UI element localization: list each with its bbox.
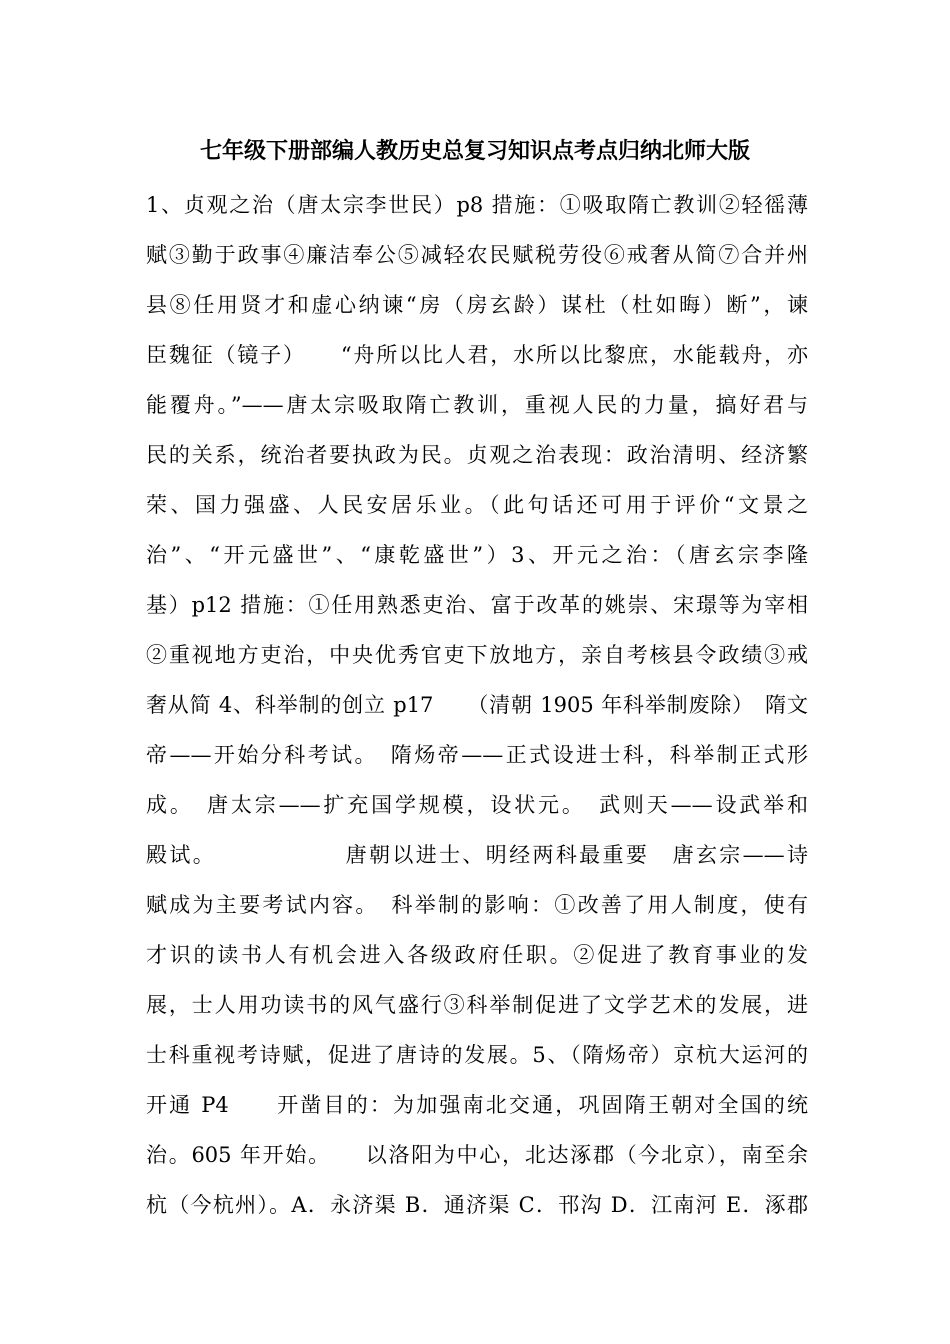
body-line: 县⑧任用贤才和虚心纳谏“房（房玄龄）谋杜（杜如晦）断”，谏 bbox=[146, 293, 808, 317]
body-line: 臣魏征（镜子） “舟所以比人君，水所以比黎庶，水能载舟，亦 bbox=[146, 343, 808, 367]
document-title: 七年级下册部编人教历史总复习知识点考点归纳北师大版 bbox=[199, 139, 750, 164]
body-line: 帝——开始分科考试。 隋炀帝——正式设进士科，科举制正式形 bbox=[146, 743, 808, 767]
body-line: 成。 唐太宗——扩充国学规模，设状元。 武则天——设武举和 bbox=[146, 793, 808, 817]
body-line: 奢从简 4、科举制的创立 p17 （清朝 1905 年科举制废除） 隋文 bbox=[146, 693, 808, 717]
body-line: ②重视地方吏治，中央优秀官吏下放地方，亲自考核县令政绩③戒 bbox=[146, 643, 808, 667]
body-line: 能覆舟。”——唐太宗吸取隋亡教训，重视人民的力量，搞好君与 bbox=[146, 393, 808, 417]
body-line: 展，士人用功读书的风气盛行③科举制促进了文学艺术的发展，进 bbox=[146, 993, 808, 1017]
body-line: 治。605 年开始。 以洛阳为中心，北达涿郡（今北京），南至余 bbox=[146, 1143, 808, 1167]
body-line: 1、贞观之治（唐太宗李世民）p8 措施：①吸取隋亡教训②轻徭薄 bbox=[146, 193, 808, 217]
body-line: 民的关系，统治者要执政为民。贞观之治表现：政治清明、经济繁 bbox=[146, 443, 808, 467]
body-line: 才识的读书人有机会进入各级政府任职。②促进了教育事业的发 bbox=[146, 943, 808, 967]
body-line: 士科重视考诗赋，促进了唐诗的发展。5、（隋炀帝）京杭大运河的 bbox=[146, 1043, 808, 1067]
body-line: 赋成为主要考试内容。 科举制的影响：①改善了用人制度，使有 bbox=[146, 893, 808, 917]
body-line: 赋③勤于政事④廉洁奉公⑤减轻农民赋税劳役⑥戒奢从简⑦合并州 bbox=[146, 243, 808, 267]
body-line: 杭（今杭州）。A．永济渠 B．通济渠 C．邗沟 D．江南河 E．涿郡 bbox=[146, 1193, 808, 1217]
body-line: 治”、“开元盛世”、“康乾盛世”）3、开元之治：（唐玄宗李隆 bbox=[146, 543, 808, 567]
body-line: 荣、国力强盛、人民安居乐业。（此句话还可用于评价“文景之 bbox=[146, 493, 808, 517]
body-line: 开通 P4 开凿目的：为加强南北交通，巩固隋王朝对全国的统 bbox=[146, 1093, 808, 1117]
body-line: 殿试。 唐朝以进士、明经两科最重要 唐玄宗——诗 bbox=[146, 843, 808, 867]
body-line: 基）p12 措施：①任用熟悉吏治、富于改革的姚崇、宋璟等为宰相 bbox=[146, 593, 808, 617]
document-body bbox=[146, 180, 808, 1230]
